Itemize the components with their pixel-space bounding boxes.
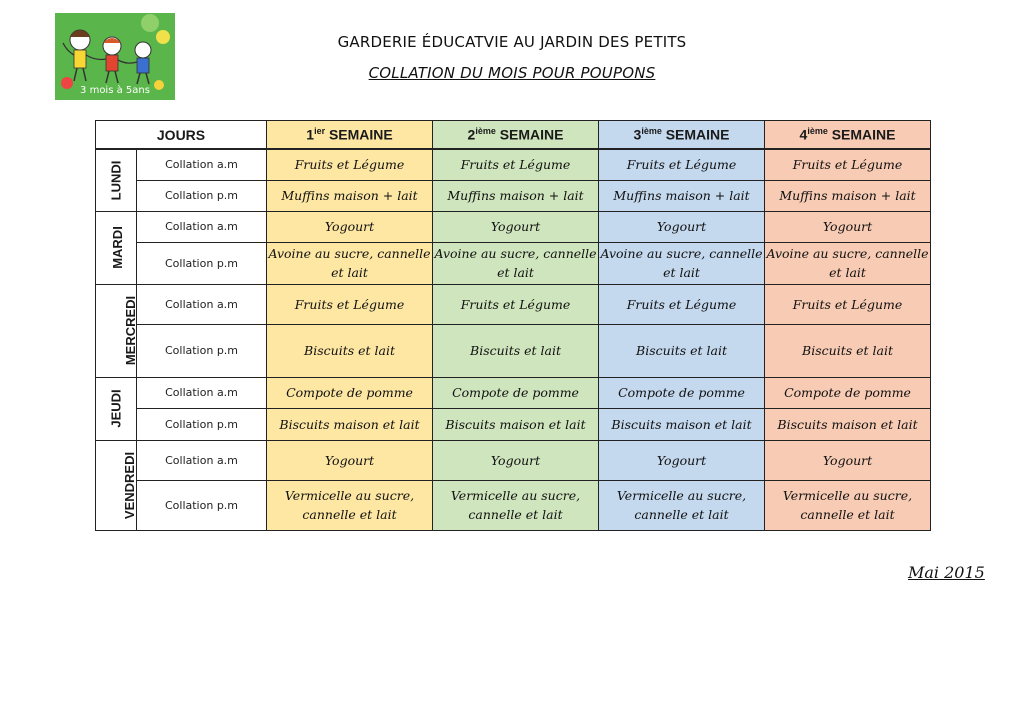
header-week-1: $1^{ier}$ SEMAINE [267,121,433,150]
food-cell: Fruits et Légume [433,149,599,180]
slot-label: Collation a.m [137,211,267,242]
day-label-lundi: LUNDI [96,149,137,211]
food-cell: Avoine au sucre, cannelle et lait [599,242,765,284]
daycare-logo [55,13,175,100]
table-row [96,440,931,480]
table-row [96,242,931,284]
food-cell: Fruits et Légume [267,149,433,180]
food-cell: Fruits et Légume [599,284,765,324]
food-cell: Fruits et Légume [765,149,931,180]
page-subtitle: COLLATION DU MOIS POUR POUPONS [368,64,656,82]
slot-label: Collation p.m [137,242,267,284]
food-cell: Fruits et Légume [267,284,433,324]
food-cell: Biscuits et lait [765,324,931,377]
food-cell: Yogourt [599,440,765,480]
table-row [96,480,931,530]
header-week-4: 4ième SEMAINE [765,121,931,150]
food-cell: Compote de pomme [267,377,433,408]
food-cell: Biscuits et lait [599,324,765,377]
food-cell: Biscuits maison et lait [433,408,599,440]
food-cell: Biscuits et lait [433,324,599,377]
day-label-mardi: MARDI [96,211,137,284]
day-label-jeudi: JEUDI [96,377,137,440]
table-row [96,324,931,377]
food-cell: Yogourt [267,211,433,242]
food-cell: Biscuits maison et lait [765,408,931,440]
food-cell: Muffins maison + lait [599,180,765,211]
slot-label: Collation a.m [137,377,267,408]
logo-caption: 3 mois à 5ans [80,85,150,96]
table-row [96,284,931,324]
food-cell: Yogourt [433,440,599,480]
slot-label: Collation p.m [137,180,267,211]
slot-label: Collation p.m [137,324,267,377]
food-cell: Yogourt [765,440,931,480]
table-row [96,211,931,242]
table-row [96,377,931,408]
slot-label: Collation p.m [137,480,267,530]
snack-menu-table [95,120,931,531]
food-cell: Biscuits maison et lait [267,408,433,440]
table-row [96,180,931,211]
slot-label: Collation p.m [137,408,267,440]
food-cell: Vermicelle au sucre, cannelle et lait [433,480,599,530]
food-cell: Avoine au sucre, cannelle et lait [267,242,433,284]
table-row [96,408,931,440]
food-cell: Vermicelle au sucre, cannelle et lait [765,480,931,530]
day-label-mercredi: MERCREDI [96,284,137,377]
food-cell: Avoine au sucre, cannelle et lait [433,242,599,284]
food-cell: Avoine au sucre, cannelle et lait [765,242,931,284]
food-cell: Yogourt [765,211,931,242]
food-cell: Vermicelle au sucre, cannelle et lait [599,480,765,530]
food-cell: Vermicelle au sucre, cannelle et lait [267,480,433,530]
page-title: GARDERIE ÉDUCATVIE AU JARDIN DES PETITS [337,33,687,51]
food-cell: Yogourt [433,211,599,242]
food-cell: Fruits et Légume [433,284,599,324]
food-cell: Compote de pomme [599,377,765,408]
food-cell: Muffins maison + lait [433,180,599,211]
day-label-vendredi: VENDREDI [96,440,137,530]
food-cell: Biscuits maison et lait [599,408,765,440]
food-cell: Muffins maison + lait [765,180,931,211]
food-cell: Compote de pomme [765,377,931,408]
food-cell: Fruits et Légume [599,149,765,180]
table-row [96,149,931,180]
food-cell: Yogourt [599,211,765,242]
header-week-3: 3ième SEMAINE [599,121,765,150]
header-days: JOURS [96,121,267,150]
header-week-2: 2ième SEMAINE [433,121,599,150]
document-date: Mai 2015 [908,563,985,582]
food-cell: Compote de pomme [433,377,599,408]
slot-label: Collation a.m [137,284,267,324]
food-cell: Biscuits et lait [267,324,433,377]
food-cell: Fruits et Légume [765,284,931,324]
table-header-row [96,121,931,150]
slot-label: Collation a.m [137,440,267,480]
food-cell: Yogourt [267,440,433,480]
food-cell: Muffins maison + lait [267,180,433,211]
slot-label: Collation a.m [137,149,267,180]
